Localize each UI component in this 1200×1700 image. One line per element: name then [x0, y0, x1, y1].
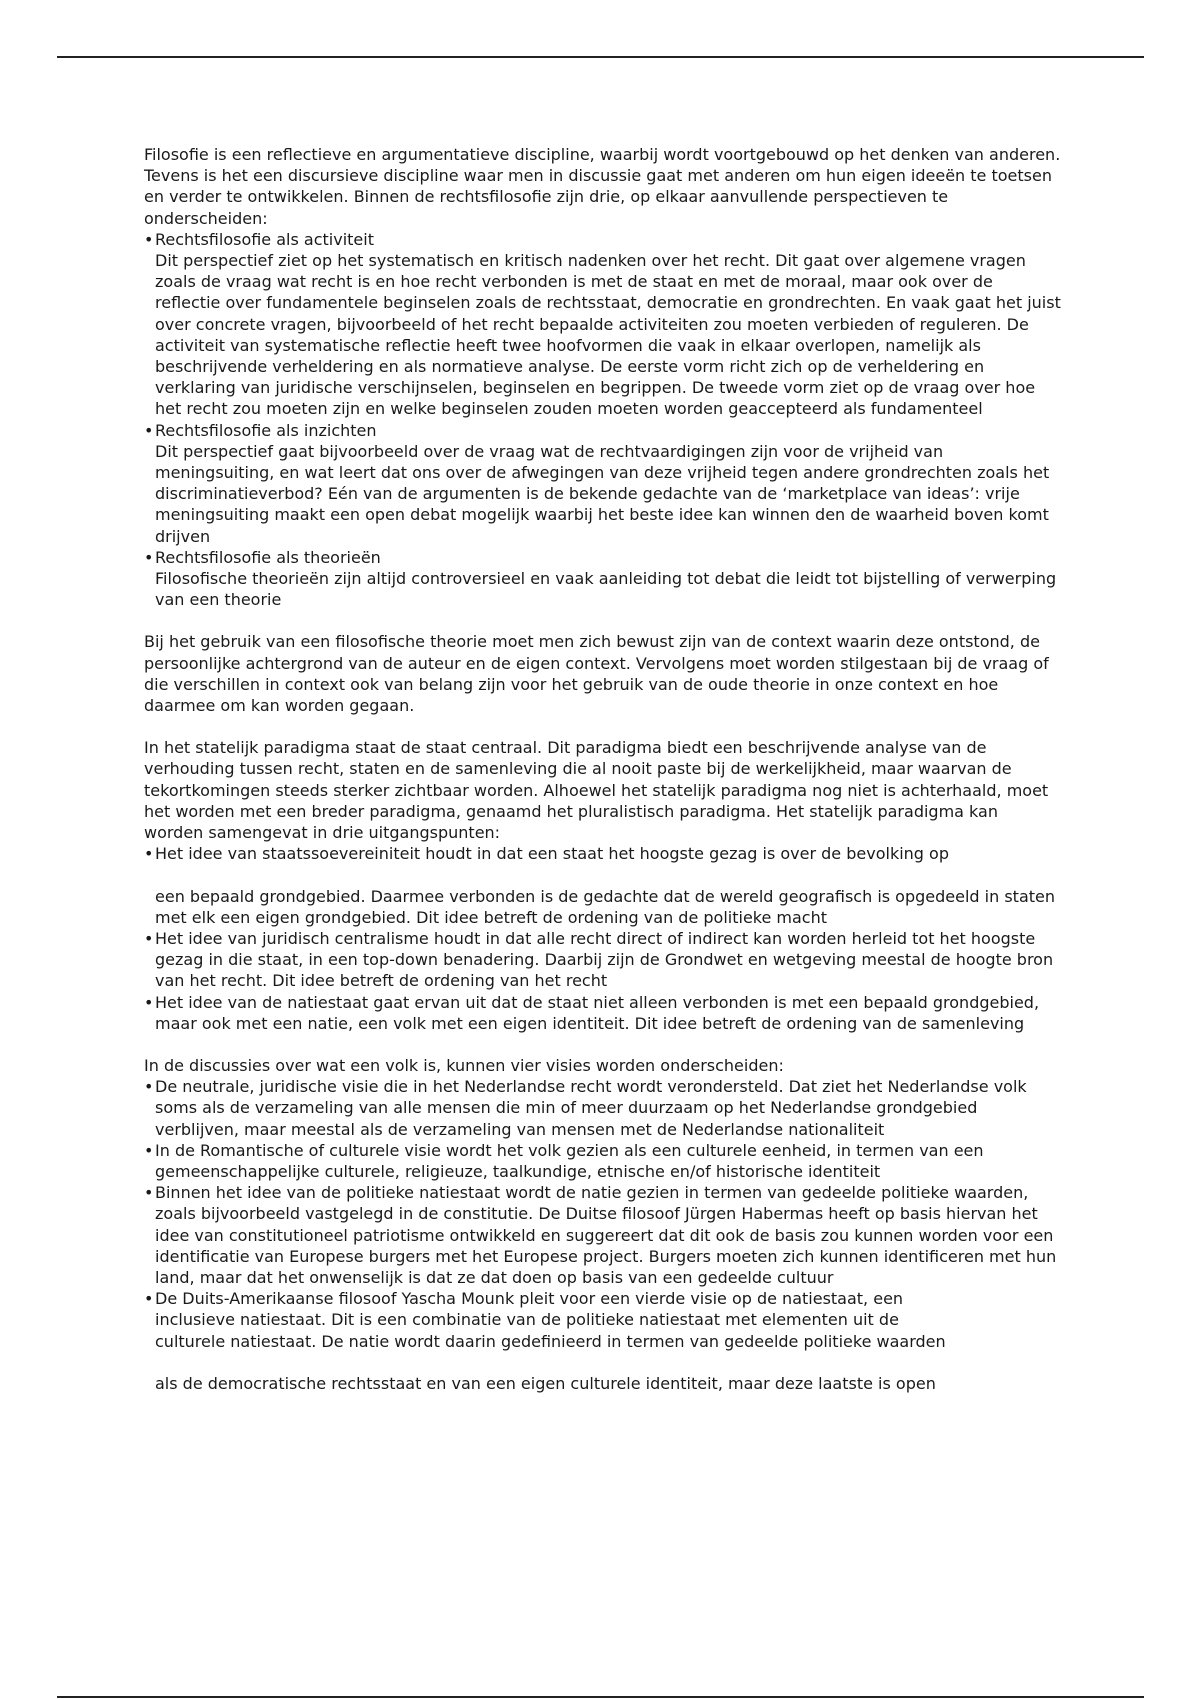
vision-line: De Duits-Amerikaanse filosoof Yascha Mounk pleit voor een vierde visie op de natiestaat, een — [155, 1289, 904, 1309]
paradigm-paragraph: In het statelijk paradigma staat de staat centraal. Dit paradigma biedt een beschrijvende analyse van de verhouding tussen recht, staten en de samenleving die al nooit paste bij de werkelijkheid, maar waarvan de tekortkomingen steeds sterker zichtbaar worden. Alhoewel het statelijk paradigma nog niet is achterhaald, moet het worden met een breder paradigma, genaamd het pluralistisch paradigma. Het statelijk paradigma kan worden samengevat in drie uitgangspunten: — [144, 738, 1049, 843]
list-item — [144, 1076, 1062, 1140]
perspective-text: Filosofische theorieën zijn altijd controversieel en vaak aanleiding tot debat die leidt tot bijstelling of verwerping van een theorie — [155, 569, 1057, 610]
perspectives-list — [144, 229, 1062, 611]
list-item — [144, 1140, 1062, 1182]
perspective-text: Dit perspectief gaat bijvoorbeeld over de vraag wat de rechtvaardigingen zijn voor de vrijheid van meningsuiting, en wat leert dat ons over de afwegingen van deze vrijheid tegen andere grondrechten zoals het discriminatieverbod? Eén van de argumenten is de bekende gedachte van de ‘marketplace van ideas’: vrije meningsuiting maakt een open debat mogelijk waarbij het beste idee kan winnen den de waarheid boven komt drijven — [155, 441, 1050, 546]
perspective-title: Rechtsfilosofie als inzichten — [155, 420, 377, 440]
document-body — [144, 144, 1062, 1394]
bullet-icon: • — [144, 1077, 154, 1097]
vision-text: Binnen het idee van de politieke natiestaat wordt de natie gezien in termen van gedeelde politieke waarden, zoals bijvoorbeeld vastgelegd in de constitutie. De Duitse filosoof Jürgen Habermas heeft op basis hiervan het idee van constitutioneel patriotisme ontwikkeld en suggereert dat dit ook de basis zou kunnen worden voor een identificatie van Europese burgers met het Europese project. Burgers moeten zich kunnen identificeren met hun land, maar dat het onwenselijk is dat ze dat doen op basis van een gedeelde cultuur — [155, 1183, 1057, 1287]
vision-text: In de Romantische of culturele visie wordt het volk gezien als een culturele eenheid, in termen van een gemeenschappelijke culturele, religieuze, taalkundige, etnische en/of historische identiteit — [155, 1140, 984, 1181]
perspective-text: Dit perspectief ziet op het systematisch en kritisch nadenken over het recht. Dit gaat over algemene vragen zoals de vraag wat recht is en hoe recht verbonden is met de staat en met de moraal, maar ook over de reflectie over fundamentele beginselen zoals de rechtsstaat, democratie en grondrechten. En vaak gaat het juist over concrete vragen, bijvoorbeeld of het recht bepaalde activiteiten zou moeten verbieden of reguleren. De activiteit van systematische reflectie heeft twee hoofvormen die vaak in elkaar overlopen, namelijk als beschrijvende verheldering en als normatieve analyse. De eerste vorm richt zich op de verheldering en verklaring van juridische verschijnselen, beginselen en begrippen. De tweede vorm ziet op de vraag over hoe het recht zou moeten zijn en welke beginselen zouden moeten worden geaccepteerd als fundamenteel — [155, 251, 1061, 419]
bullet-icon: • — [144, 547, 154, 567]
list-item — [144, 843, 1062, 864]
list-item — [144, 547, 1062, 568]
principles-list — [144, 843, 1062, 1034]
principle-text: Het idee van juridisch centralisme houdt in dat alle recht direct of indirect kan worden herleid tot het hoogste gezag in die staat, in een top-down benadering. Daarbij zijn de Grondwet en wetgeving meestal de hoogte bron van het recht. Dit idee betreft de ordening van het recht — [155, 928, 1054, 991]
bullet-icon: • — [144, 229, 154, 249]
principle-text-continued: een bepaald grondgebied. Daarmee verbonden is de gedachte dat de wereld geografisch is opgedeeld in staten met elk een eigen grondgebied. Dit idee betreft de ordening van de politieke macht — [155, 886, 1055, 927]
bullet-icon: • — [144, 928, 154, 948]
visions-list — [144, 1076, 1062, 1394]
bullet-icon: • — [144, 1140, 154, 1160]
list-item — [144, 1288, 1062, 1394]
vision-line: culturele natiestaat. De natie wordt daarin gedefinieerd in termen van gedeelde politieke waarden — [155, 1331, 946, 1351]
bullet-icon: • — [144, 420, 154, 440]
bullet-icon: • — [144, 1289, 154, 1309]
people-paragraph: In de discussies over wat een volk is, kunnen vier visies worden onderscheiden: — [144, 1055, 784, 1075]
principle-text: Het idee van staatssoevereiniteit houdt in dat een staat het hoogste gezag is over de bevolking op — [155, 844, 949, 864]
perspective-title: Rechtsfilosofie als activiteit — [155, 229, 374, 249]
context-paragraph: Bij het gebruik van een filosofische theorie moet men zich bewust zijn van de context waarin deze ontstond, de persoonlijke achtergrond van de auteur en de eigen context. Vervolgens moet worden stilgestaan bij de vraag of die verschillen in context ook van belang zijn voor het gebruik van de oude theorie in onze context en hoe daarmee om kan worden gegaan. — [144, 632, 1049, 716]
header-rule — [57, 56, 1144, 58]
vision-line: als de democratische rechtsstaat en van een eigen culturele identiteit, maar deze laatste is open — [155, 1373, 936, 1393]
vision-text — [155, 1288, 946, 1394]
list-item — [144, 992, 1062, 1034]
perspective-title: Rechtsfilosofie als theorieën — [155, 547, 381, 567]
list-item — [144, 928, 1062, 992]
principle-text: Het idee van de natiestaat gaat ervan uit dat de staat niet alleen verbonden is met een bepaald grondgebied, maar ook met een natie, een volk met een eigen identiteit. Dit idee betreft de ordening van de samenleving — [155, 992, 1040, 1033]
footer-rule — [57, 1696, 1144, 1698]
bullet-icon: • — [144, 844, 154, 864]
vision-text: De neutrale, juridische visie die in het Nederlandse recht wordt verondersteld. Dat ziet het Nederlandse volk soms als de verzameling van alle mensen die min of meer duurzaam op het Nederlandse grondgebied verblijven, maar meestal als de verzameling van mensen met de Nederlandse nationaliteit — [155, 1077, 1027, 1139]
list-item — [144, 1182, 1062, 1288]
vision-line: inclusieve natiestaat. Dit is een combinatie van de politieke natiestaat met elementen uit de — [155, 1310, 899, 1330]
list-item — [144, 229, 1062, 250]
list-item — [144, 420, 1062, 441]
bullet-icon: • — [144, 1183, 154, 1203]
intro-paragraph: Filosofie is een reflectieve en argumentatieve discipline, waarbij wordt voortgebouwd op het denken van anderen. Tevens is het een discursieve discipline waar men in discussie gaat met anderen om hun eigen ideeën te toetsen en verder te ontwikkelen. Binnen de rechtsfilosofie zijn drie, op elkaar aanvullende perspectieven te onderscheiden: — [144, 145, 1061, 228]
bullet-icon: • — [144, 992, 154, 1012]
